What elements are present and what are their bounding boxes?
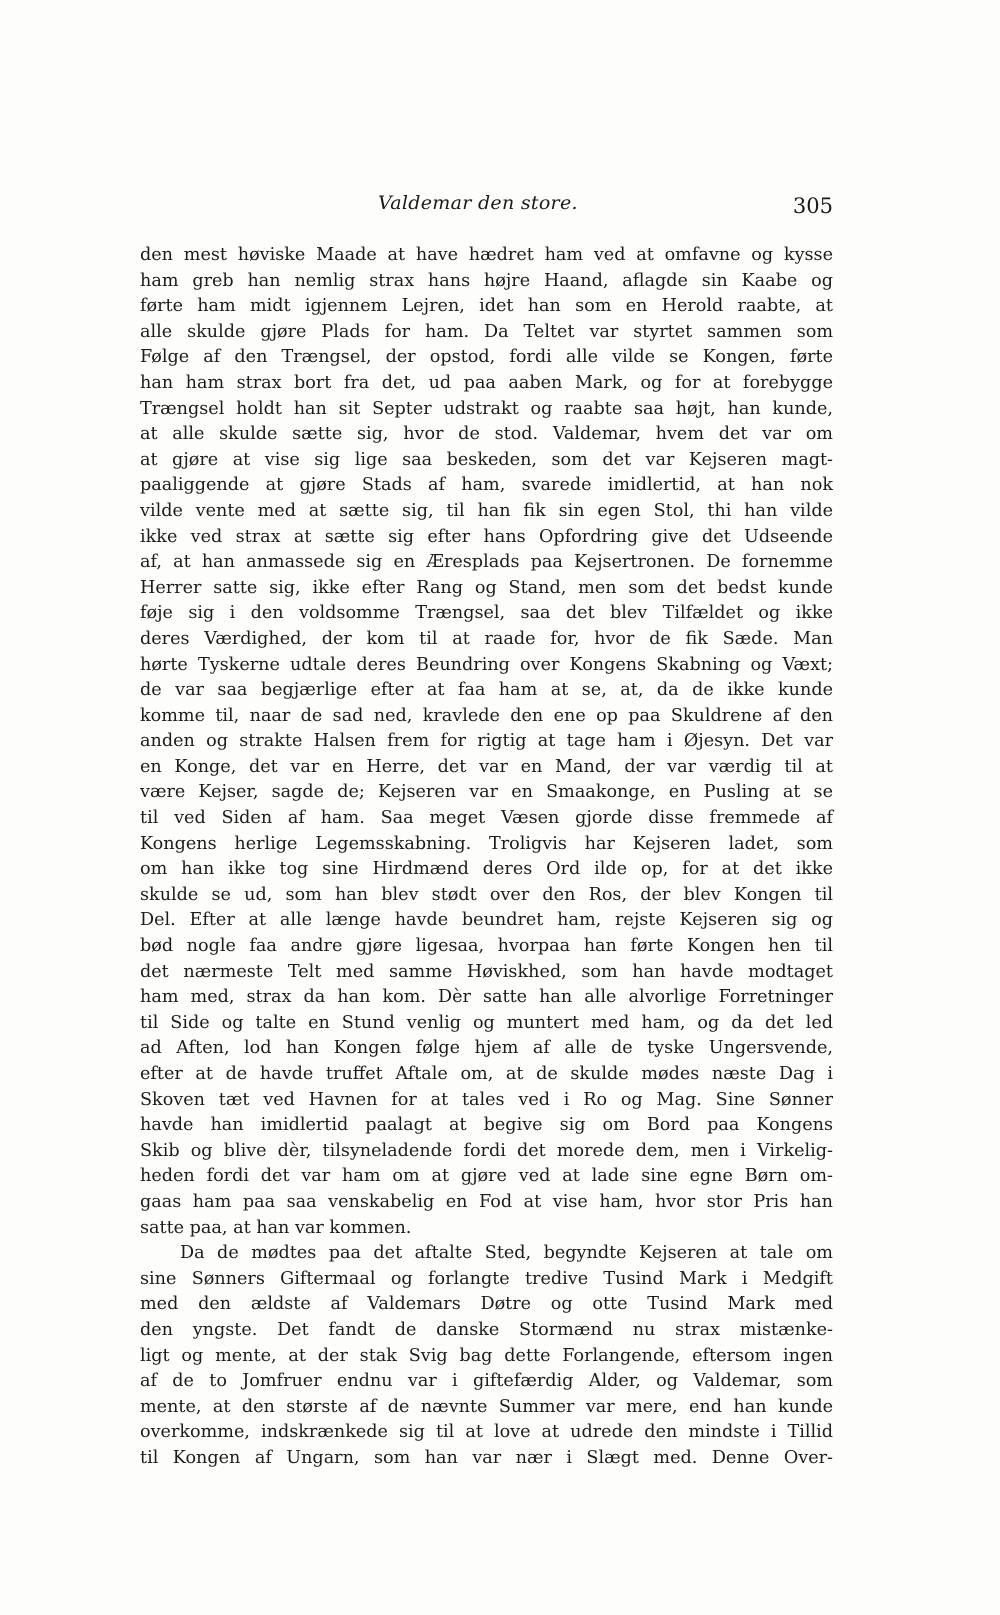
text-line: føje sig i den voldsomme Trængsel, saa det blev Tilfældet og ikke: [140, 603, 833, 624]
text-line: hørte Tyskerne udtale deres Beundring over Kongens Skabning og Væxt;: [140, 654, 833, 675]
body-text: [140, 243, 833, 1472]
text-line: det nærmeste Telt med samme Høviskhed, som han havde modtaget: [140, 961, 833, 982]
text-line: vilde vente med at sætte sig, til han fik sin egen Stol, thi han vilde: [140, 500, 833, 521]
text-line: Del. Efter at alle længe havde beundret ham, rejste Kejseren sig og: [140, 910, 833, 931]
text-line: Herrer satte sig, ikke efter Rang og Stand, men som det bedst kunde: [140, 577, 833, 598]
text-line: alle skulde gjøre Plads for ham. Da Teltet var styrtet sammen som: [140, 321, 833, 342]
page-header: [140, 188, 833, 224]
text-line: førte ham midt igjennem Lejren, idet han som en Herold raabte, at: [140, 296, 833, 317]
text-line: at alle skulde sætte sig, hvor de stod. Valdemar, hvem det var om: [140, 424, 833, 445]
text-line: paaliggende at gjøre Stads af ham, svarede imidlertid, at han nok: [140, 475, 833, 496]
text-line: overkomme, indskrænkede sig til at love at udrede den mindste i Tillid: [140, 1422, 833, 1443]
text-line: ikke ved strax at sætte sig efter hans Opfordring give det Udseende: [140, 526, 833, 547]
text-line: en Konge, det var en Herre, det var en Mand, der var værdig til at: [140, 756, 833, 777]
text-line: om han ikke tog sine Hirdmænd deres Ord ilde op, for at det ikke: [140, 859, 833, 880]
text-line: ham greb han nemlig strax hans højre Haand, aflagde sin Kaabe og: [140, 270, 833, 291]
text-line: han ham strax bort fra det, ud paa aaben Mark, og for at forebygge: [140, 372, 833, 393]
text-line: deres Værdighed, der kom til at raade for, hvor de fik Sæde. Man: [140, 628, 833, 649]
text-line: til Kongen af Ungarn, som han var nær i Slægt med. Denne Over-: [140, 1447, 833, 1468]
text-line: Skoven tæt ved Havnen for at tales ved i Ro og Mag. Sine Sønner: [140, 1089, 833, 1110]
text-line: Kongens herlige Legemsskabning. Troligvis har Kejseren ladet, som: [140, 833, 833, 854]
text-line: ligt og mente, at der stak Svig bag dette Forlangende, eftersom ingen: [140, 1345, 833, 1366]
text-line: bød nogle faa andre gjøre ligesaa, hvorpaa han førte Kongen hen til: [140, 936, 833, 957]
text-line: Følge af den Trængsel, der opstod, fordi alle vilde se Kongen, førte: [140, 347, 833, 368]
text-line: at gjøre at vise sig lige saa beskeden, som det var Kejseren magt-: [140, 449, 833, 470]
text-line: til ved Siden af ham. Saa meget Væsen gjorde disse fremmede af: [140, 808, 833, 829]
text-line: anden og strakte Halsen frem for rigtig at tage ham i Øjesyn. Det var: [140, 731, 833, 752]
text-line: af, at han anmassede sig en Æresplads paa Kejsertronen. De fornemme: [140, 552, 833, 573]
text-line: af de to Jomfruer endnu var i giftefærdig Alder, og Valdemar, som: [140, 1371, 833, 1392]
paragraph: [140, 1241, 833, 1471]
text-line: skulde se ud, som han blev stødt over den Ros, der blev Kongen til: [140, 884, 833, 905]
running-title: Valdemar den store.: [378, 192, 578, 214]
text-line: Trængsel holdt han sit Septer udstrakt og raabte saa højt, han kunde,: [140, 398, 833, 419]
text-line: den mest høviske Maade at have hædret ham ved at omfavne og kysse: [140, 245, 833, 265]
text-line: havde han imidlertid paalagt at begive sig om Bord paa Kongens: [140, 1115, 833, 1136]
text-line: Skib og blive dèr, tilsyneladende fordi det morede dem, men i Virkelig-: [140, 1140, 833, 1161]
text-line: gaas ham paa saa venskabelig en Fod at vise ham, hvor stor Pris han: [140, 1191, 833, 1212]
text-line: ad Aften, lod han Kongen følge hjem af alle de tyske Ungersvende,: [140, 1038, 833, 1059]
text-line: satte paa, at han var kommen.: [140, 1217, 412, 1238]
text-line: Da de mødtes paa det aftalte Sted, begyndte Kejseren at tale om: [180, 1243, 833, 1264]
text-line: mente, at den største af de nævnte Summer var mere, end han kunde: [140, 1396, 833, 1417]
text-line: komme til, naar de sad ned, kravlede den ene op paa Skuldrene af den: [140, 705, 833, 726]
text-line: med den ældste af Valdemars Døtre og otte Tusind Mark med: [140, 1294, 833, 1315]
text-line: den yngste. Det fandt de danske Stormænd nu strax mistænke-: [140, 1319, 833, 1340]
paragraph: [140, 243, 833, 1241]
text-line: efter at de havde truffet Aftale om, at de skulde mødes næste Dag i: [140, 1064, 833, 1084]
text-line: ham med, strax da han kom. Dèr satte han alle alvorlige Forretninger: [140, 987, 833, 1008]
page-number: 305: [792, 194, 833, 218]
text-line: til Side og talte en Stund venlig og muntert med ham, og da det led: [140, 1012, 833, 1033]
text-line: heden fordi det var ham om at gjøre ved at lade sine egne Børn om-: [140, 1166, 833, 1187]
text-line: de var saa begjærlige efter at faa ham at se, at, da de ikke kunde: [140, 680, 833, 701]
text-line: være Kejser, sagde de; Kejseren var en Smaakonge, en Pusling at se: [140, 782, 833, 803]
text-line: sine Sønners Giftermaal og forlangte tredive Tusind Mark i Medgift: [140, 1268, 833, 1289]
